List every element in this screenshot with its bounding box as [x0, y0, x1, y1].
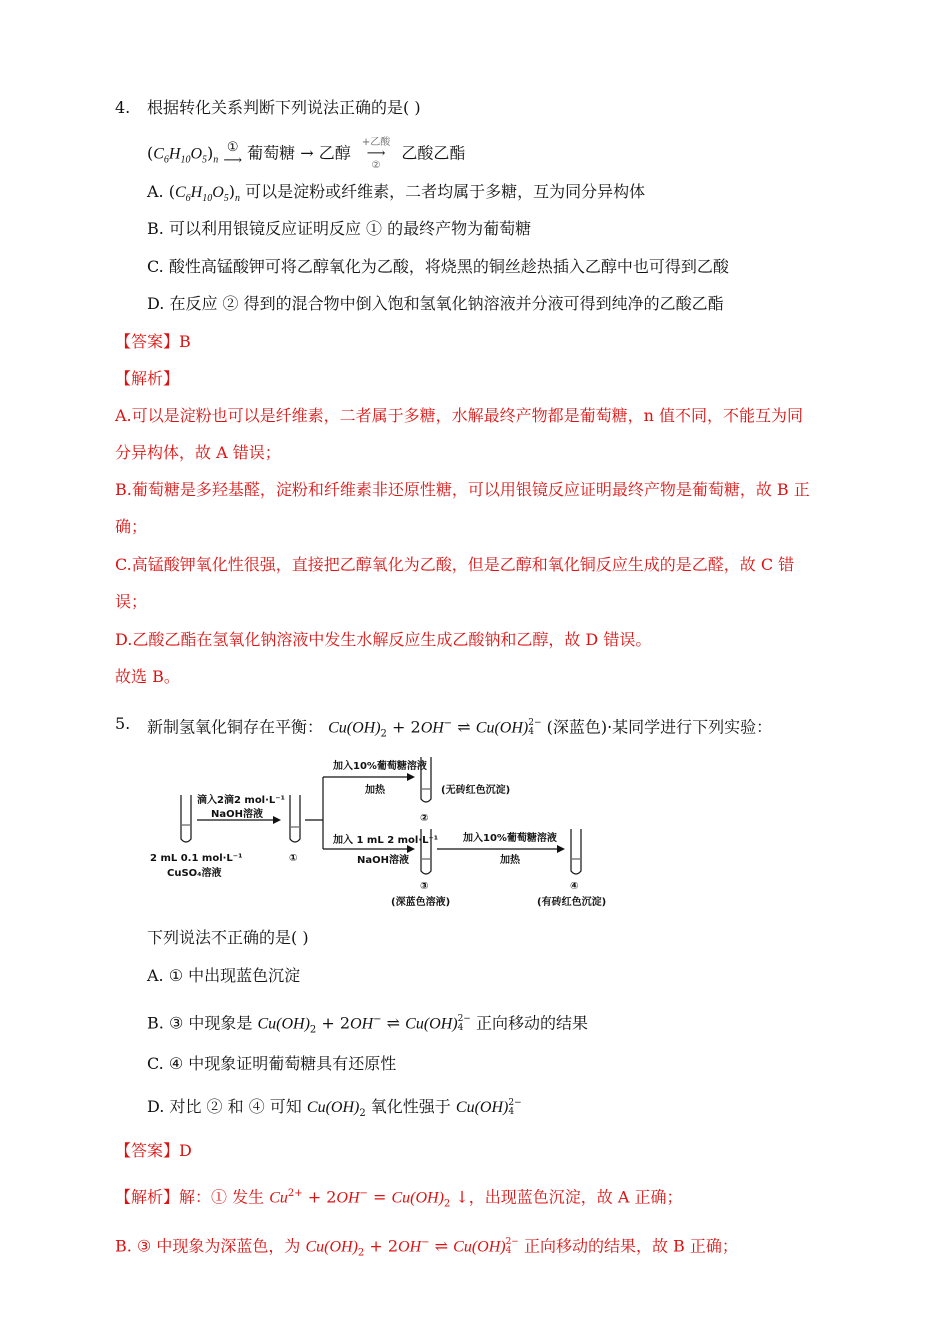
- q5-analysis-line-1: 【解析】解：① 发生 $Cu^{2+} + 2OH^- = Cu(OH)_2$ ↓，出现蓝色沉淀，故 A 正确；: [115, 1187, 683, 1210]
- q4-stem: 根据转化关系判断下列说法正确的是( ): [147, 98, 421, 117]
- q4-number: 4.: [115, 98, 131, 117]
- upper-condition: 加热: [365, 785, 385, 796]
- q5-analysis-line-2: B. ③ 中现象为深蓝色，为 $Cu(OH)_2 + 2OH^-$ ⇌ Cu(OH)2− 4 正向移动的结果，故 B 正确；: [115, 1236, 738, 1259]
- q4-analysis-line: 故选 B。: [115, 667, 180, 686]
- tube-4-observation: (有砖红色沉淀): [537, 897, 607, 908]
- right-reagent: 加入10%葡萄糖溶液: [463, 833, 557, 844]
- tube-2-observation: (无砖红色沉淀): [441, 785, 511, 796]
- q5-answer: 【答案】D: [115, 1141, 192, 1160]
- q4-option-b: B. 可以利用银镜反应证明反应 ① 的最终产物为葡萄糖: [147, 219, 532, 238]
- q5-option-b: B. ③ 中现象是 $Cu(OH)_2 + 2OH^-$ ⇌ Cu(OH)2− 4 正向移动的结果: [147, 1013, 588, 1036]
- q4-analysis-line: D.乙酸乙酯在氢氧化钠溶液中发生水解反应生成乙酸钠和乙醇，故 D 错误。: [115, 630, 652, 649]
- q4-analysis-line: C.高锰酸钾氧化性很强，直接把乙醇氧化为乙酸，但是乙醇和氧化铜反应生成的是乙醛，故 C 错: [115, 555, 795, 574]
- tube-1-label: ①: [289, 853, 298, 864]
- q4-answer: 【答案】B: [115, 332, 191, 351]
- q5-option-a: A. ① 中出现蓝色沉淀: [147, 966, 301, 985]
- q4-reaction-scheme: $(C_6H_{10}O_5)_n$ ① ⟶ 葡萄糖 → 乙醇 +乙酸 ⟶ ② 乙酸乙酯: [147, 137, 466, 171]
- start-solution-line1: 2 mL 0.1 mol·L⁻¹: [150, 853, 243, 864]
- tube-2-label: ②: [420, 813, 429, 824]
- q5-number: 5.: [115, 714, 131, 733]
- q4-analysis-heading: 【解析】: [115, 369, 180, 388]
- tube-3-observation: (深蓝色溶液): [391, 897, 451, 908]
- test-tube-start: [181, 795, 191, 842]
- right-condition: 加热: [500, 855, 520, 866]
- upper-reagent: 加入10%葡萄糖溶液: [333, 761, 427, 772]
- tube-3-label: ③: [420, 881, 429, 892]
- tube-4-label: ④: [570, 881, 579, 892]
- q4-analysis-line: 误；: [115, 592, 148, 611]
- q4-option-c: C. 酸性高锰酸钾可将乙醇氧化为乙酸，将烧黑的铜丝趁热插入乙醇中也可得到乙酸: [147, 257, 729, 276]
- q5-sub-stem: 下列说法不正确的是( ): [147, 928, 309, 947]
- q5-option-c: C. ④ 中现象证明葡萄糖具有还原性: [147, 1054, 397, 1073]
- lower-reagent-line2: NaOH溶液: [357, 855, 409, 866]
- start-solution-line2: CuSO₄溶液: [167, 868, 222, 879]
- q4-option-d: D. 在反应 ② 得到的混合物中倒入饱和氢氧化钠溶液并分液可得到纯净的乙酸乙酯: [147, 294, 724, 313]
- experiment-diagram: [145, 755, 625, 913]
- q5-stem: 新制氢氧化铜存在平衡： $Cu(OH)_2 + 2OH^-$ ⇌ Cu(OH)2− 4 (深蓝色)·某同学进行下列实验：: [147, 717, 773, 740]
- q4-option-a: A. $(C_6H_{10}O_5)_n$ 可以是淀粉或纤维素，二者均属于多糖，互为同分异构体: [147, 182, 646, 205]
- test-tube-1: [290, 795, 300, 842]
- q4-analysis-line: B.葡萄糖是多羟基醛，淀粉和纤维素非还原性糖，可以用银镜反应证明最终产物是葡萄糖，故 B 正: [115, 480, 810, 499]
- step1-arrow: ① ⟶: [223, 140, 243, 168]
- test-tube-4: [571, 829, 581, 874]
- step2-arrow: +乙酸 ⟶ ②: [361, 137, 391, 171]
- drop-naoh-line1: 滴入2滴2 mol·L⁻¹: [197, 795, 285, 806]
- q4-analysis-line: 确；: [115, 517, 148, 536]
- q4-analysis-line: A.可以是淀粉也可以是纤维素，二者属于多糖，水解最终产物都是葡萄糖，n 值不同，不能互为同: [115, 406, 804, 425]
- q5-option-d: D. 对比 ② 和 ④ 可知 $Cu(OH)_2$ 氧化性强于 Cu(OH)2− 4: [147, 1097, 522, 1120]
- drop-naoh-line2: NaOH溶液: [211, 809, 263, 820]
- lower-reagent-line1: 加入 1 mL 2 mol·L⁻¹: [333, 835, 439, 846]
- q4-analysis-line: 分异构体，故 A 错误；: [115, 443, 281, 462]
